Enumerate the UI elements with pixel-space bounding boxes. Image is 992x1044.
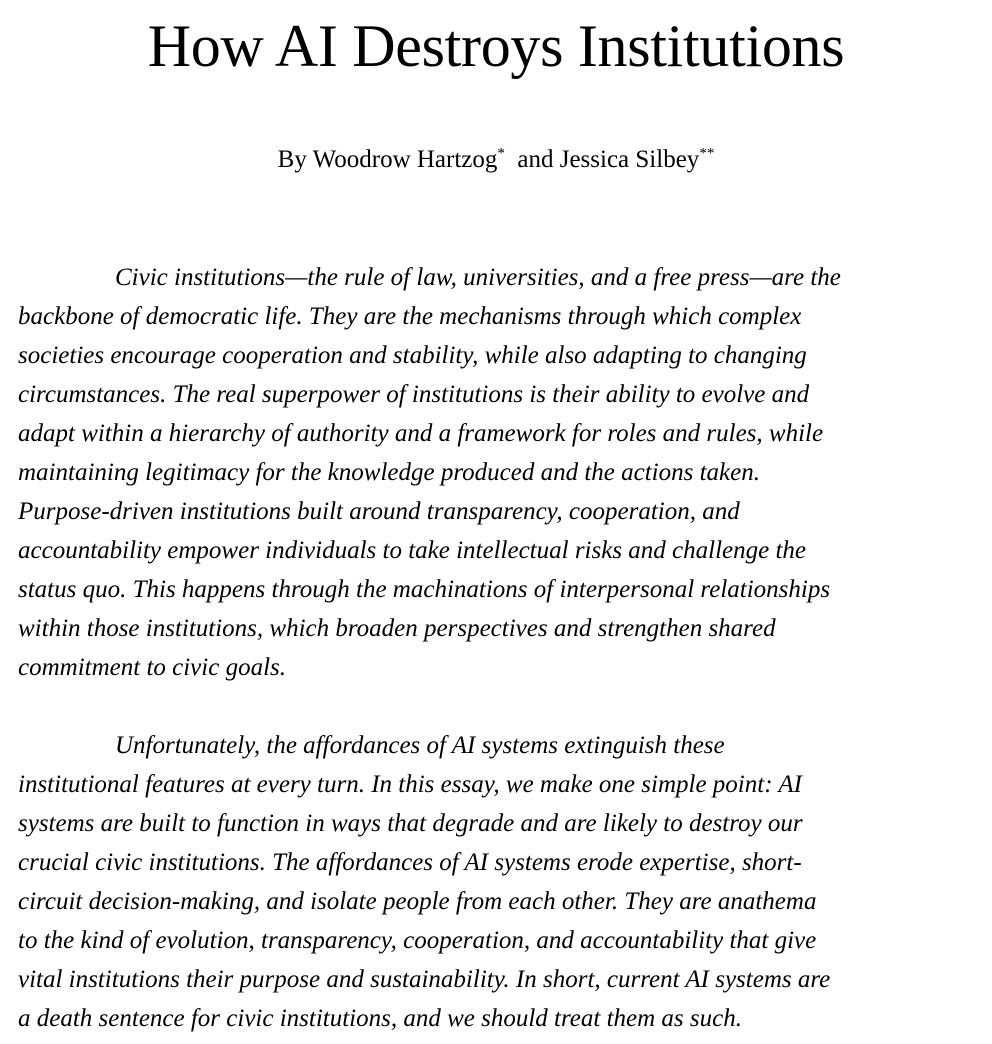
text-line: Purpose-driven institutions built around transparency, cooperation, and (18, 498, 740, 525)
text-line: systems are built to function in ways that degrade and are likely to destroy our (18, 810, 803, 837)
paper-title: How AI Destroys Institutions (147, 13, 845, 79)
text-line: Civic institutions—the rule of law, universities, and a free press—are the (115, 264, 841, 291)
text-line: to the kind of evolution, transparency, cooperation, and accountability that give (18, 927, 817, 954)
text-line: adapt within a hierarchy of authority and a framework for roles and rules, while (18, 420, 824, 447)
text-line: within those institutions, which broaden perspectives and strengthen shared (18, 615, 776, 642)
text-line: backbone of democratic life. They are the mechanisms through which complex (18, 303, 802, 330)
text-line: accountability empower individuals to take intellectual risks and challenge the (18, 537, 807, 564)
abstract-paragraph-1 (18, 258, 978, 687)
text-line: status quo. This happens through the machinations of interpersonal relationships (18, 576, 831, 603)
text-line: institutional features at every turn. In this essay, we make one simple point: AI (18, 771, 802, 798)
footnote-mark-2[interactable]: ** (699, 145, 715, 162)
text-line: Unfortunately, the affordances of AI systems extinguish these (115, 732, 725, 759)
text-line: a death sentence for civic institutions, and we should treat them as such. (18, 1005, 742, 1032)
byline (0, 140, 992, 180)
footnote-mark-1[interactable]: * (497, 145, 505, 162)
byline-author-2: and Jessica Silbey (517, 146, 700, 173)
text-line: commitment to civic goals. (18, 654, 286, 681)
byline-author-1: By Woodrow Hartzog (277, 146, 498, 173)
text-line: circuit decision-making, and isolate people from each other. They are anathema (18, 888, 817, 915)
abstract-paragraph-2 (18, 726, 978, 1038)
text-line: maintaining legitimacy for the knowledge produced and the actions taken. (18, 459, 760, 486)
text-line: societies encourage cooperation and stability, while also adapting to changing (18, 342, 807, 369)
text-line: circumstances. The real superpower of institutions is their ability to evolve and (18, 381, 810, 408)
text-line: vital institutions their purpose and sustainability. In short, current AI systems are (18, 966, 831, 993)
text-line: crucial civic institutions. The affordances of AI systems erode expertise, short- (18, 849, 802, 876)
